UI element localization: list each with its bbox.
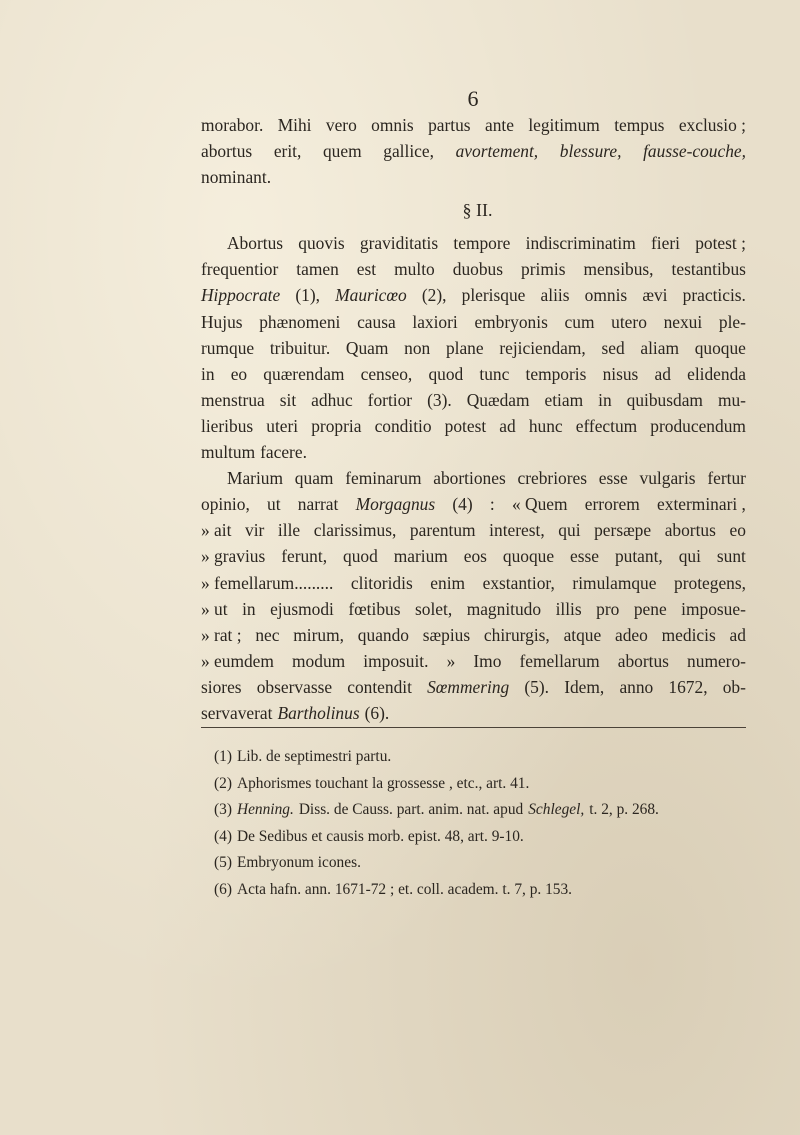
word: graviditatis xyxy=(359,233,439,254)
footnote-rule xyxy=(201,727,746,730)
word: abortus xyxy=(201,141,253,162)
text-line xyxy=(201,138,746,164)
word: enim xyxy=(430,572,466,593)
word: nisus xyxy=(602,363,639,384)
word: quod xyxy=(428,363,464,384)
word: cum xyxy=(564,311,595,332)
word: duobus xyxy=(452,259,503,280)
word: abortiones xyxy=(433,468,506,489)
word: uteri xyxy=(266,415,299,436)
footnote-text: De Sedibus et causis morb. epist. 48, art. 9-10. xyxy=(236,827,524,845)
word: fœtibus xyxy=(348,598,401,619)
word: etiam xyxy=(544,389,584,410)
word: marium xyxy=(393,546,448,567)
word: (2), xyxy=(421,285,447,306)
text-line xyxy=(201,700,746,726)
footnote-text: Aphorismes touchant la grossesse , etc., art. 41. xyxy=(236,774,530,792)
word: legitimum xyxy=(528,115,600,135)
word: utero xyxy=(611,311,647,332)
word: temporis xyxy=(525,363,587,384)
word: vero xyxy=(325,115,357,135)
word: quem xyxy=(322,141,362,162)
word: blessure, xyxy=(559,141,622,162)
word: quod xyxy=(343,546,378,567)
word: fieri xyxy=(650,233,680,254)
word: quibusdam xyxy=(626,389,703,410)
word: tempore xyxy=(453,233,511,254)
word: » femellarum......... xyxy=(201,572,334,593)
word: sit xyxy=(279,389,297,410)
text-line xyxy=(201,439,746,465)
word: morabor. xyxy=(201,115,264,135)
footnote-marker: (4) xyxy=(214,827,232,845)
word: clarissimus, xyxy=(313,520,397,541)
word: chirurgis, xyxy=(483,624,550,645)
word: pene xyxy=(633,598,667,619)
word: plerisque xyxy=(461,285,526,306)
word: indiscriminatim xyxy=(525,233,636,254)
word: nexui xyxy=(663,311,703,332)
word: phænomeni xyxy=(259,311,341,332)
word: protegens, xyxy=(674,572,746,593)
word: observasse xyxy=(256,676,333,697)
word: quærendam xyxy=(263,363,345,384)
text-line xyxy=(201,622,746,648)
word: (1), xyxy=(295,285,321,306)
text-line xyxy=(201,112,746,138)
word: opinio, xyxy=(201,494,250,515)
text-line xyxy=(201,282,746,308)
footnote-marker: (3) xyxy=(214,801,232,819)
word: medicis xyxy=(661,624,716,645)
word: ille xyxy=(277,520,301,541)
word: censeo, xyxy=(360,363,413,384)
word: tunc xyxy=(479,363,510,384)
word: ævi xyxy=(642,285,668,306)
word: ut xyxy=(267,494,281,515)
word: Bartholinus xyxy=(277,702,360,723)
footnote xyxy=(214,771,744,798)
word: Sœmmering xyxy=(427,676,510,697)
footnote-marker: (1) xyxy=(214,748,232,765)
word: » ait xyxy=(201,520,232,541)
word: multum xyxy=(201,442,256,463)
word: quam xyxy=(294,468,334,489)
word: eos xyxy=(463,546,487,567)
word: facere. xyxy=(260,442,307,463)
word: « Quem xyxy=(511,494,568,515)
word: tribuitur. xyxy=(269,337,331,358)
word: ad xyxy=(654,363,671,384)
text-line xyxy=(201,517,746,543)
word: lieribus xyxy=(201,415,254,436)
word: ob- xyxy=(722,676,746,697)
word: fortior xyxy=(367,389,413,410)
word: fausse-couche, xyxy=(643,141,746,162)
word: feminarum xyxy=(345,468,422,489)
word: servaverat xyxy=(201,702,273,723)
word: ad xyxy=(729,624,746,645)
word: exterminari , xyxy=(657,494,746,515)
word: Abortus xyxy=(227,233,284,254)
word: clitoridis xyxy=(350,572,413,593)
word: laxiori xyxy=(412,311,458,332)
word: quoque xyxy=(502,546,555,567)
word: primis xyxy=(521,259,566,280)
word: producendum xyxy=(650,415,746,436)
word: quoque xyxy=(694,337,746,358)
text-line xyxy=(201,596,746,622)
word: interest, xyxy=(489,520,545,541)
word: ante xyxy=(484,115,514,135)
word: aliam xyxy=(640,337,679,358)
word: in xyxy=(242,598,256,619)
word: in xyxy=(598,389,612,410)
word: est xyxy=(356,259,377,280)
word: sæpius xyxy=(422,624,471,645)
word: frequentior xyxy=(201,259,279,280)
footnote-text: Diss. de Causs. part. anim. nat. apud xyxy=(298,801,524,819)
footnote-text: Lib. de septimestri partu. xyxy=(236,748,392,765)
word: rejiciendam, xyxy=(499,337,586,358)
footnote-text: t. 2, p. 268. xyxy=(589,801,659,819)
word: qui xyxy=(558,520,581,541)
word: conditio xyxy=(374,415,432,436)
word: non xyxy=(404,337,431,358)
word: sunt xyxy=(716,546,746,567)
word: » rat ; xyxy=(201,624,242,645)
text-line xyxy=(201,648,746,674)
word: elidenda xyxy=(687,363,746,384)
word: Mauricœo xyxy=(335,285,407,306)
word: siores xyxy=(201,676,242,697)
word: » xyxy=(446,650,456,671)
text-line xyxy=(201,491,746,517)
word: imposuit. xyxy=(363,650,429,671)
word: narrat xyxy=(297,494,339,515)
word: contendit xyxy=(347,676,412,697)
word: omnis xyxy=(584,285,628,306)
word: omnis xyxy=(371,115,414,135)
word: Quam xyxy=(345,337,389,358)
word: mirum, xyxy=(293,624,345,645)
footnotes xyxy=(214,744,744,904)
word: multo xyxy=(394,259,435,280)
word: vulgaris xyxy=(639,468,696,489)
word: Idem, xyxy=(564,676,605,697)
word: tamen xyxy=(296,259,339,280)
word: exstantior, xyxy=(482,572,555,593)
word: Morgagnus xyxy=(355,494,436,515)
word: causa xyxy=(357,311,396,332)
word: parentum xyxy=(409,520,476,541)
section-heading: § II. xyxy=(462,200,493,221)
text-line xyxy=(201,256,746,282)
word: menstrua xyxy=(201,389,265,410)
footnote xyxy=(214,877,744,904)
word: » gravius xyxy=(201,546,266,567)
footnote xyxy=(214,824,744,851)
text-line xyxy=(201,543,746,569)
word: illis xyxy=(555,598,582,619)
word: (6). xyxy=(364,702,390,723)
word: anno xyxy=(619,676,654,697)
word: Marium xyxy=(227,468,284,489)
word: effectum xyxy=(575,415,638,436)
text-line xyxy=(201,335,746,361)
text-line xyxy=(201,387,746,413)
word: partus xyxy=(428,115,471,135)
footnote-marker: (6) xyxy=(214,880,232,898)
word: fertur xyxy=(707,468,746,489)
word: eo xyxy=(729,520,746,541)
footnote xyxy=(214,797,744,824)
word: (3). xyxy=(427,389,452,410)
text-line xyxy=(201,164,746,190)
word: potest ; xyxy=(695,233,746,254)
word: quovis xyxy=(298,233,345,254)
word: testantibus xyxy=(671,259,746,280)
footnote-text: Embryonum icones. xyxy=(236,854,361,872)
word: solet, xyxy=(415,598,453,619)
word: adhuc xyxy=(311,389,353,410)
word: Hujus xyxy=(201,311,243,332)
footnote-marker: (2) xyxy=(214,774,232,792)
word: hunc xyxy=(528,415,563,436)
word: abortus xyxy=(617,650,669,671)
word: : xyxy=(489,494,495,515)
word: avortement, xyxy=(455,141,539,162)
text-line xyxy=(201,361,746,387)
word: Mihi xyxy=(277,115,312,135)
body-text xyxy=(201,112,746,726)
word: adeo xyxy=(615,624,648,645)
footnote-text: Schlegel, xyxy=(528,801,585,819)
word: (4) xyxy=(452,494,473,515)
word: esse xyxy=(570,546,599,567)
word: propria xyxy=(311,415,362,436)
word: » eumdem xyxy=(201,650,274,671)
word: erit, xyxy=(273,141,302,162)
footnote xyxy=(214,744,744,771)
word: potest xyxy=(444,415,487,436)
word: Hippocrate xyxy=(201,285,281,306)
word: quando xyxy=(357,624,409,645)
word: abortus xyxy=(664,520,716,541)
word: rumque xyxy=(201,337,255,358)
text-line xyxy=(201,309,746,335)
word: ejusmodi xyxy=(270,598,334,619)
word: eo xyxy=(230,363,248,384)
word: aliis xyxy=(540,285,570,306)
word: in xyxy=(201,363,215,384)
word: mensibus, xyxy=(583,259,654,280)
word: embryonis xyxy=(474,311,548,332)
word: gallice, xyxy=(383,141,434,162)
word: nominant. xyxy=(201,167,272,188)
word: sed xyxy=(601,337,625,358)
word: qui xyxy=(678,546,701,567)
word: errorem xyxy=(584,494,640,515)
word: atque xyxy=(563,624,602,645)
word: Imo xyxy=(473,650,502,671)
word: ad xyxy=(499,415,516,436)
word: crebriores xyxy=(517,468,588,489)
footnote-marker: (5) xyxy=(214,854,232,872)
word: esse xyxy=(598,468,628,489)
word: 1672, xyxy=(668,676,708,697)
footnote-text: Acta hafn. ann. 1671-72 ; et. coll. academ. t. 7, p. 153. xyxy=(236,880,573,898)
word: plane xyxy=(445,337,484,358)
text-line xyxy=(201,413,746,439)
page-number: 6 xyxy=(467,86,479,111)
word: tempus xyxy=(614,115,665,135)
word: imposue- xyxy=(681,598,746,619)
text-line xyxy=(201,465,746,491)
word: femellarum xyxy=(519,650,600,671)
footnote-text: Henning. xyxy=(236,801,294,819)
word: ferunt, xyxy=(281,546,328,567)
word: magnitudo xyxy=(466,598,542,619)
word: pro xyxy=(596,598,620,619)
word: » ut xyxy=(201,598,228,619)
text-line xyxy=(201,674,746,700)
word: vir xyxy=(245,520,265,541)
word: exclusio ; xyxy=(678,115,746,135)
word: putant, xyxy=(614,546,663,567)
word: rimulamque xyxy=(572,572,657,593)
word: (5). xyxy=(524,676,550,697)
word: practicis. xyxy=(682,285,746,306)
word: mu- xyxy=(717,389,746,410)
word: modum xyxy=(292,650,346,671)
word: persæpe xyxy=(594,520,652,541)
word: numero- xyxy=(687,650,746,671)
text-line xyxy=(201,230,746,256)
word: ple- xyxy=(718,311,746,332)
word: nec xyxy=(255,624,280,645)
word: Quædam xyxy=(466,389,530,410)
footnote xyxy=(214,850,744,877)
text-line xyxy=(201,570,746,596)
